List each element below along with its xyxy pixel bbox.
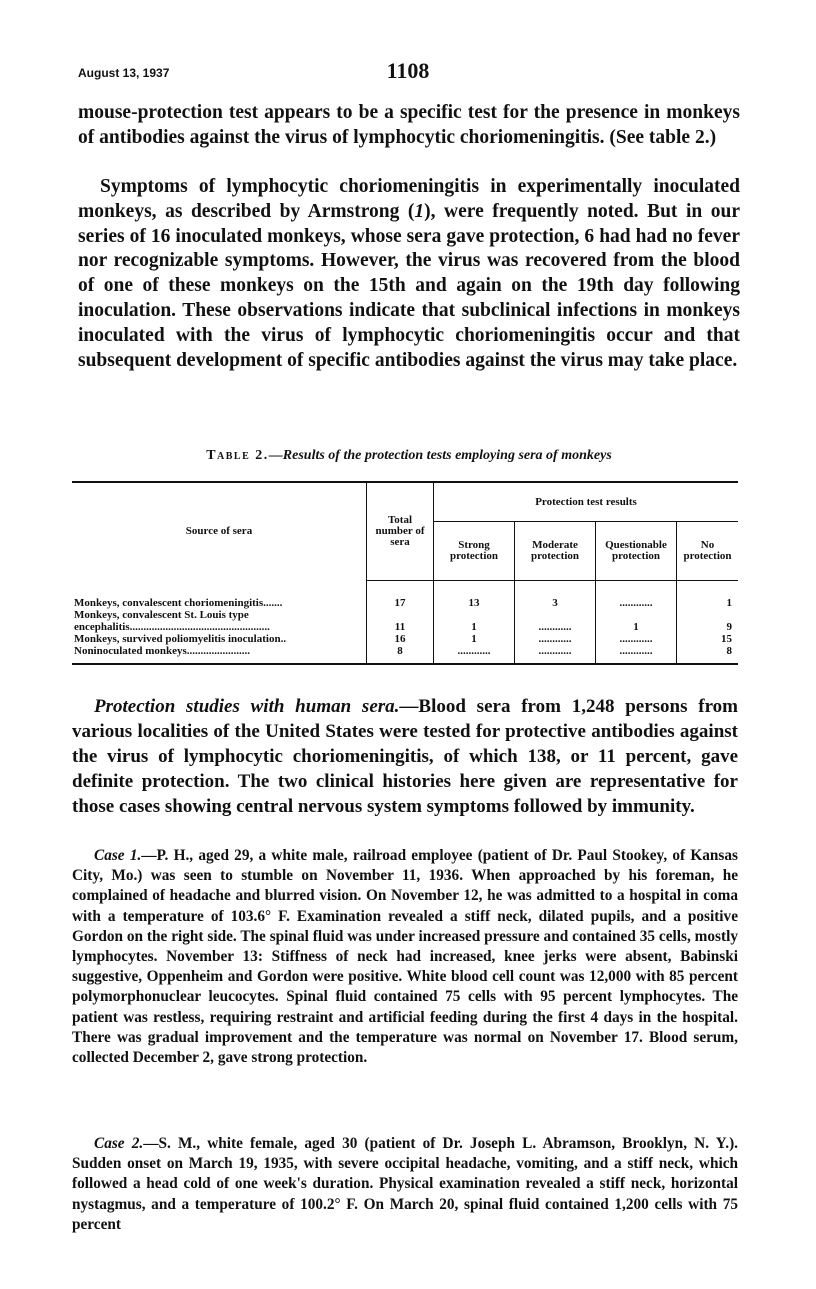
cell-total: 16 (367, 633, 434, 645)
text-run: —P. H., aged 29, a white male, railroad employee (patient of Dr. Paul Stookey, of Kansas City, Mo.) was seen to stumble on November 11, 1936. When approached by his foreman, he complained of headache and blurred vision. On November 12, he was admitted to a hospital in coma with a temperature of 103.6° F. Examination revealed a stiff neck, dilated pupils, and a positive Gordon on the right side. The spinal fluid was under increased pressure and contained 35 cells, mostly lymphocytes. November 13: Stiffness of neck had increased, knee jerks were absent, Babinski suggestive, Oppenheim and Gordon were positive. White blood cell count was 12,000 with 85 percent polymorphonuclear leucocytes. Spinal fluid contained 75 cells with 95 percent lymphocytes. The patient was restless, requiring restraint and artificial feeding during the first 4 days in the hospital. There was gradual improvement and the temperature was normal on November 17. Blood serum, collected December 2, gave strong protection. (72, 847, 738, 1067)
page-number: 1108 (386, 58, 430, 83)
cell-strong: 1 (434, 609, 515, 633)
table-row (72, 645, 738, 657)
text-run: ), were frequently noted. But in our series of 16 inoculated monkeys, whose sera gave protection, 6 had had no fever nor recognizable symptoms. However, the virus was recovered from the blood of one of these monkeys on the 15th and again on the 19th day following inoculation. These observations indicate that subclinical infections in monkeys inoculated with the virus of lymphocytic choriomeningitis occur and that subsequent development of specific antibodies against the virus may take place. (78, 200, 740, 371)
case-heading: Case 1. (94, 847, 142, 864)
table-row (72, 597, 738, 609)
text-run: —Blood sera from 1,248 persons from various localities of the United States were tested for protective antibodies against the virus of lymphocytic choriomeningitis, of which 138, or 11 percent, gave definite protection. The two clinical histories here given are representative for those cases showing central nervous system symptoms followed by immunity. (72, 696, 738, 817)
cell-strong: 1 (434, 633, 515, 645)
cell-moderate: 3 (515, 597, 596, 609)
cell-source: Monkeys, convalescent choriomeningitis....... (72, 597, 367, 609)
page-header (78, 58, 738, 86)
header-moderate: Moderate protection (515, 522, 596, 581)
text-run: —S. M., white female, aged 30 (patient of Dr. Joseph L. Abramson, Brooklyn, N. Y.). Sudden onset on March 19, 1935, with severe occipital headache, vomiting, and a stiff neck, which followed a head cold of one week's duration. Physical examination revealed a stiff neck, horizontal nystagmus, and a temperature of 100.2° F. On March 20, spinal fluid contained 1,200 cells with 75 percent (72, 1135, 738, 1233)
cell-moderate: ............ (515, 645, 596, 657)
issue-date: August 13, 1937 (78, 66, 170, 80)
cell-total: 8 (367, 645, 434, 657)
cell-questionable: 1 (596, 609, 677, 633)
cell-source: Monkeys, survived poliomyelitis inoculation.. (72, 633, 367, 645)
table-label: Table 2. (206, 448, 269, 463)
cell-total: 17 (367, 597, 434, 609)
cell-questionable: ............ (596, 645, 677, 657)
cell-none: 15 (721, 633, 732, 645)
header-strong: Strong protection (434, 522, 515, 581)
paragraph-case-1 (72, 846, 738, 1068)
cell-strong: 13 (434, 597, 515, 609)
table-row (72, 633, 738, 645)
cell-questionable: ............ (596, 597, 677, 609)
cell-strong: ............ (434, 645, 515, 657)
cell-source: Noninoculated monkeys....................... (72, 645, 367, 657)
table-title: —Results of the protection tests employing sera of monkeys (268, 448, 612, 463)
cell-none: 8 (726, 645, 732, 657)
paragraph-continuation (78, 101, 740, 151)
header-total: Total number of sera (367, 482, 434, 581)
header-none: No protection (677, 522, 739, 581)
paragraph-text (72, 694, 738, 819)
cell-none: 1 (726, 597, 732, 609)
header-source: Source of sera (72, 482, 367, 581)
cell-moderate: ............ (515, 633, 596, 645)
table-row (72, 609, 738, 633)
paragraph-text (72, 1134, 738, 1235)
cell-source: Monkeys, convalescent St. Louis type encephalitis................................................... (72, 609, 367, 633)
header-questionable: Questionable protection (596, 522, 677, 581)
paragraph-symptoms (78, 175, 740, 373)
table-caption (78, 448, 740, 464)
protection-table (72, 481, 738, 665)
cell-moderate: ............ (515, 609, 596, 633)
cell-questionable: ............ (596, 633, 677, 645)
paragraph-text (78, 175, 740, 373)
paragraph-text: mouse-protection test appears to be a specific test for the presence in monkeys of antibodies against the virus of lymphocytic choriomeningitis. (See table 2.) (78, 102, 740, 148)
cell-total: 11 (367, 609, 434, 633)
paragraph-text (72, 846, 738, 1068)
paragraph-human-sera (72, 694, 738, 819)
header-group: Protection test results (434, 482, 739, 522)
reference-number: 1 (414, 200, 425, 222)
section-heading: Protection studies with human sera. (94, 696, 400, 717)
case-heading: Case 2. (94, 1135, 144, 1152)
paragraph-case-2 (72, 1134, 738, 1235)
text-run: Symptoms of lymphocytic choriomeningitis in experimentally inoculated monkeys, as described by Armstrong ( (78, 176, 740, 222)
cell-none: 9 (726, 621, 732, 633)
